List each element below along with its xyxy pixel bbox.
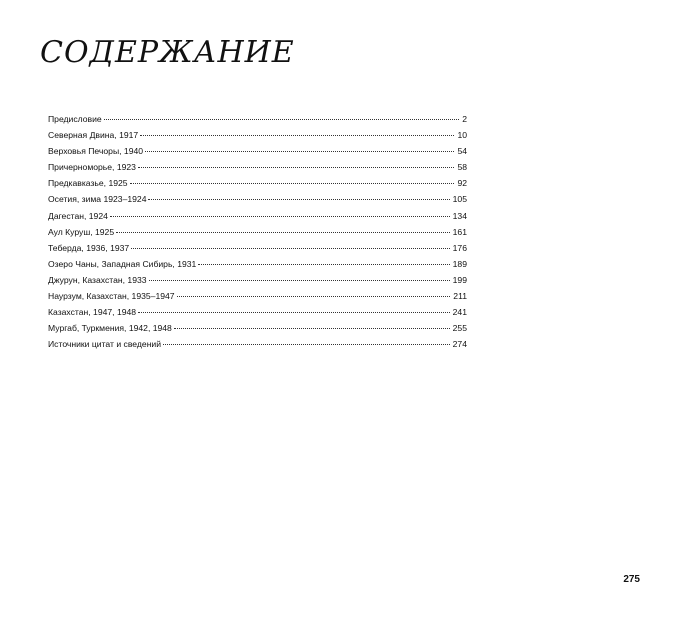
dot-leader (138, 167, 455, 168)
toc-entry[interactable] (48, 272, 467, 288)
toc-entry[interactable] (48, 240, 467, 256)
toc-entry-page: 10 (457, 130, 467, 141)
toc-entry[interactable] (48, 256, 467, 272)
dot-leader (104, 119, 460, 120)
dot-leader (174, 328, 450, 329)
toc-entry-page: 241 (452, 307, 467, 318)
dot-leader (140, 135, 454, 136)
toc-entry[interactable] (48, 127, 467, 143)
toc-entry-page: 58 (457, 162, 467, 173)
toc-entry-title: Джурун, Казахстан, 1933 (48, 274, 147, 285)
toc-entry[interactable] (48, 191, 467, 207)
toc-entry-title: Причерноморье, 1923 (48, 162, 136, 173)
toc-entry-page: 211 (453, 291, 467, 302)
page-title: СОДЕРЖАНИЕ (40, 35, 295, 70)
table-of-contents (48, 111, 467, 352)
toc-entry-page: 176 (452, 242, 467, 253)
dot-leader (148, 199, 449, 200)
toc-entry[interactable] (48, 143, 467, 159)
toc-entry[interactable] (48, 159, 467, 175)
dot-leader (145, 151, 454, 152)
toc-entry[interactable] (48, 304, 467, 320)
toc-entry-page: 199 (452, 274, 467, 285)
toc-entry-page: 92 (457, 178, 467, 189)
toc-entry[interactable] (48, 208, 467, 224)
toc-entry-page: 161 (452, 226, 467, 237)
toc-entry[interactable] (48, 224, 467, 240)
toc-entry-page: 54 (457, 146, 467, 157)
toc-entry-page: 2 (462, 114, 467, 124)
toc-entry-page: 255 (452, 323, 467, 334)
toc-entry-title: Верховья Печоры, 1940 (48, 146, 144, 157)
toc-entry-title: Мургаб, Туркмения, 1942, 1948 (48, 323, 172, 334)
toc-entry-title: Источники цитат и сведений (48, 339, 162, 350)
toc-entry-title: Осетия, зима 1923–1924 (48, 194, 147, 205)
dot-leader (177, 296, 451, 297)
toc-entry-page: 189 (452, 258, 467, 269)
toc-entry-page: 134 (452, 210, 467, 221)
dot-leader (198, 264, 449, 265)
toc-entry-title: Предкавказье, 1925 (48, 178, 128, 189)
toc-entry-title: Дагестан, 1924 (48, 210, 108, 221)
toc-entry-title: Наурзум, Казахстан, 1935–1947 (48, 291, 175, 302)
dot-leader (110, 216, 450, 217)
toc-entry-title: Предисловие (48, 114, 102, 124)
toc-entry-title: Казахстан, 1947, 1948 (48, 307, 137, 318)
toc-entry-title: Северная Двина, 1917 (48, 130, 139, 141)
dot-leader (131, 248, 449, 249)
toc-entry-title: Теберда, 1936, 1937 (48, 242, 130, 253)
toc-entry[interactable] (48, 288, 467, 304)
dot-leader (138, 312, 450, 313)
dot-leader (149, 280, 450, 281)
toc-entry-page: 274 (452, 339, 467, 350)
toc-entry[interactable] (48, 320, 467, 336)
toc-entry[interactable] (48, 336, 467, 352)
toc-entry-page: 105 (452, 194, 467, 205)
dot-leader (116, 232, 450, 233)
toc-entry-title: Аул Куруш, 1925 (48, 226, 115, 237)
dot-leader (130, 183, 455, 184)
toc-entry[interactable] (48, 111, 467, 127)
toc-entry[interactable] (48, 175, 467, 191)
page-number: 275 (623, 574, 640, 585)
dot-leader (163, 344, 450, 345)
toc-entry-title: Озеро Чаны, Западная Сибирь, 1931 (48, 258, 197, 269)
